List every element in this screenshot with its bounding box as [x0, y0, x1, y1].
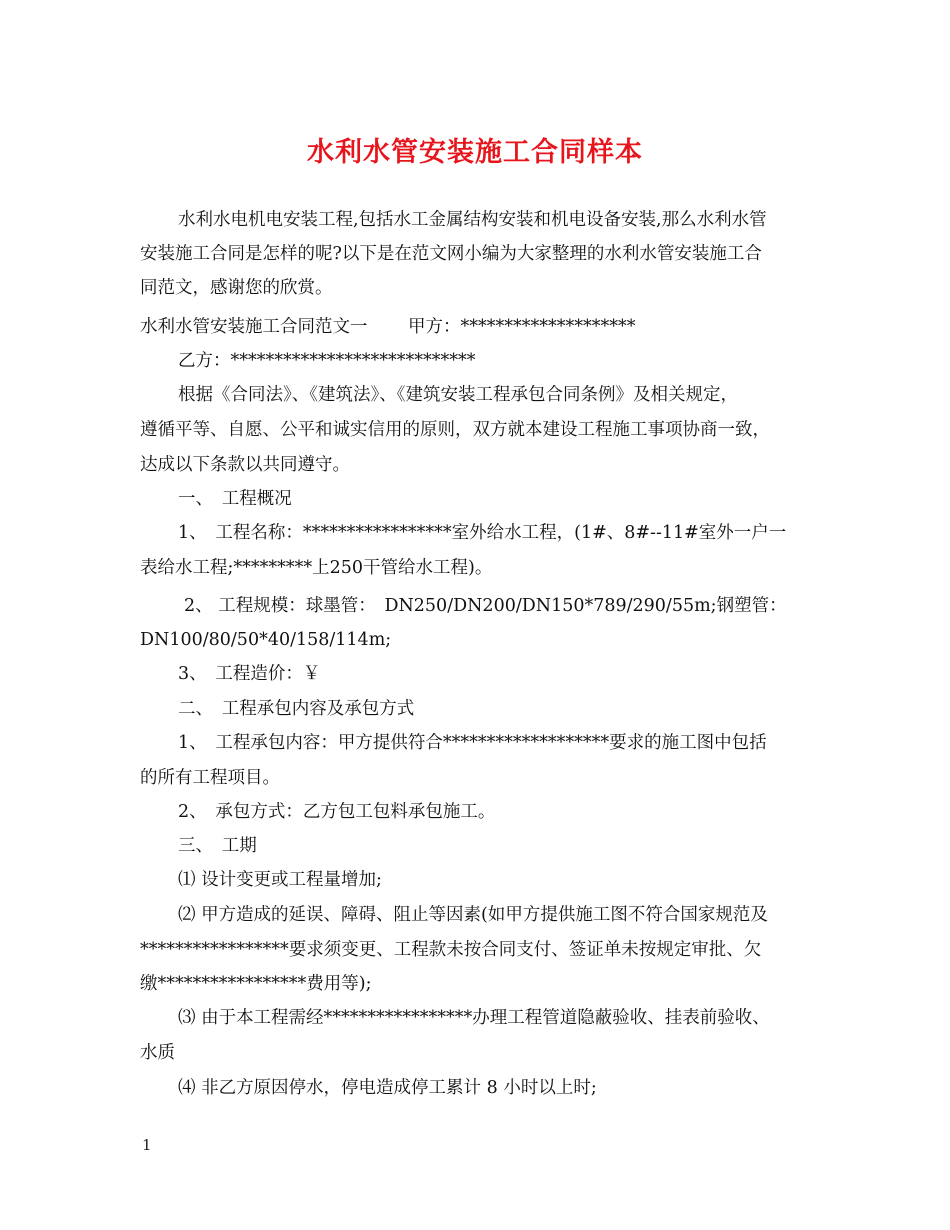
- paragraph-line-8: 达成以下条款以共同遵守。: [140, 455, 350, 475]
- paragraph-line-1: 水利水电机电安装工程,包括水工金属结构安装和机电设备安装,那么水利水管: [178, 210, 767, 230]
- paragraph-line-7: 遵循平等、自愿、公平和诚实信用的原则，双方就本建设工程施工事项协商一致，: [140, 420, 770, 440]
- page-number: 1: [142, 1136, 152, 1154]
- project-cost-line: 3、 工程造价：￥: [178, 664, 321, 684]
- schedule-item-3-continuation: 水质: [140, 1043, 175, 1063]
- contract-party-b-line: 乙方：****************************: [178, 351, 476, 371]
- schedule-item-1: ⑴ 设计变更或工程量增加;: [178, 870, 382, 890]
- paragraph-line-2: 安装施工合同是怎样的呢?以下是在范文网小编为大家整理的水利水管安装施工合: [140, 244, 762, 264]
- schedule-item-3: ⑶ 由于本工程需经*****************办理工程管道隐蔽验收、挂表前验收、: [178, 1008, 770, 1028]
- schedule-item-4: ⑷ 非乙方原因停水，停电造成停工累计 8 小时以上时;: [178, 1078, 597, 1098]
- project-name-line: 1、 工程名称：*****************室外给水工程，(1#、8#--11#室外一户一: [178, 523, 787, 543]
- project-scale-line: 2、 工程规模：球墨管： DN250/DN200/DN150*789/290/55m;钢塑管：: [184, 596, 787, 616]
- section-heading-1: 一、 工程概况: [178, 489, 292, 509]
- document-title: 水利水管安装施工合同样本: [307, 137, 643, 168]
- schedule-item-2-continuation-a: *****************要求须变更、工程款未按合同支付、签证单未按规定审批、欠: [140, 940, 762, 960]
- paragraph-line-6: 根据《合同法》、《建筑法》、《建筑安装工程承包合同条例》及相关规定，: [178, 385, 738, 405]
- project-name-continuation: 表给水工程;*********上250干管给水工程)。: [140, 558, 493, 578]
- contract-method-line: 2、 承包方式：乙方包工包料承包施工。: [178, 802, 496, 822]
- section-heading-3: 三、 工期: [178, 836, 257, 856]
- project-scale-continuation: DN100/80/50*40/158/114m;: [140, 630, 392, 650]
- contract-content-line: 1、 工程承包内容：甲方提供符合*******************要求的施工图中包括: [178, 733, 767, 753]
- schedule-item-2-continuation-b: 缴*****************费用等);: [140, 974, 372, 994]
- section-heading-2: 二、 工程承包内容及承包方式: [178, 699, 415, 719]
- paragraph-line-3: 同范文，感谢您的欣赏。: [140, 278, 333, 298]
- contract-content-continuation: 的所有工程项目。: [140, 768, 280, 788]
- contract-party-a-line: 水利水管安装施工合同范文一 甲方：********************: [140, 317, 636, 337]
- schedule-item-2: ⑵ 甲方造成的延误、障碍、阻止等因素(如甲方提供施工图不符合国家规范及: [178, 905, 768, 925]
